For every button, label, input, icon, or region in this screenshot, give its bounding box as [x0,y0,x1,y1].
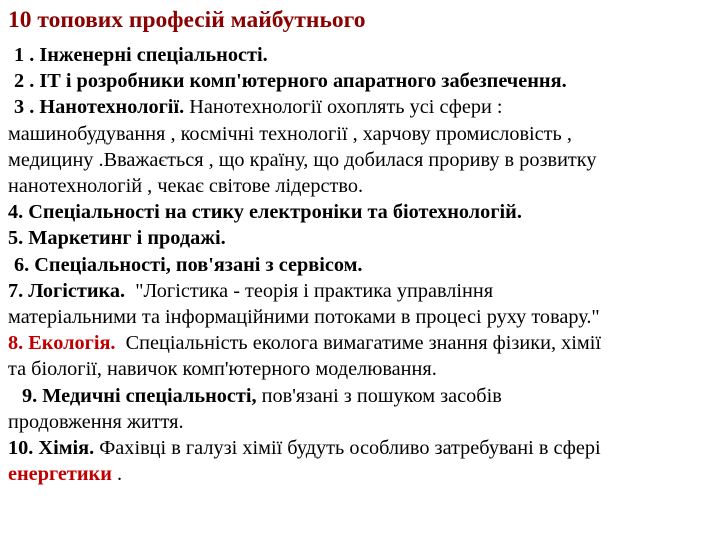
item-4: 4. Спеціальності на стику електроніки та біотехнологій. [8,201,522,224]
item-3 [8,94,712,120]
item-9 [8,383,712,409]
item-7-text: "Логістика - теорія і практика управління [125,279,494,302]
content-body [8,42,712,487]
item-10-text: Фахівці в галузі хімії будуть особливо затребувані в сфері [94,437,601,460]
item-8-text: Спеціальність еколога вимагатиме знання фізики, хімії [115,332,601,355]
item-3-line-2: машинобудування , космічні технології , харчову промисловість , [8,122,572,145]
item-3-line-3: медицину .Вважається , що країну, що добилася прориву в розвитку [8,148,597,171]
item-6: 6. Спеціальності, пов'язані з сервісом. [14,253,363,276]
item-8 [8,330,712,356]
item-3-line-4: нанотехнологій , чекає світове лідерство. [8,175,364,198]
item-10-line-2 [8,461,712,487]
item-3-heading: 3 . Нанотехнології. [14,96,185,119]
item-10-tail: . [111,463,123,486]
page-title: 10 топових професій майбутнього [8,7,366,33]
item-3-text: Нанотехнології охоплять усі сфери : [189,96,503,119]
item-7-line-2: матеріальними та інформаційними потоками в процесі руху товару." [8,306,600,329]
item-7 [8,278,712,304]
item-10-emphasis: енергетики [8,463,112,486]
item-10 [8,435,712,461]
item-7-heading: 7. Логістика. [8,279,126,302]
item-1: 1 . Інженерні спеціальності. [14,44,268,66]
item-9-text: пов'язані з пошуком засобів [256,384,502,407]
item-8-heading: 8. Екологія. [8,332,116,355]
item-9-heading: 9. Медичні спеціальності, [22,384,257,407]
item-9-line-2: продовження життя. [8,410,184,433]
item-10-heading: 10. Хімія. [8,437,95,460]
item-2: 2 . ІТ і розробники комп'ютерного апаратного забезпечення. [14,70,567,93]
item-5: 5. Маркетинг і продажі. [8,227,226,250]
item-8-line-2: та біології, навичок комп'ютерного моделювання. [8,358,437,381]
